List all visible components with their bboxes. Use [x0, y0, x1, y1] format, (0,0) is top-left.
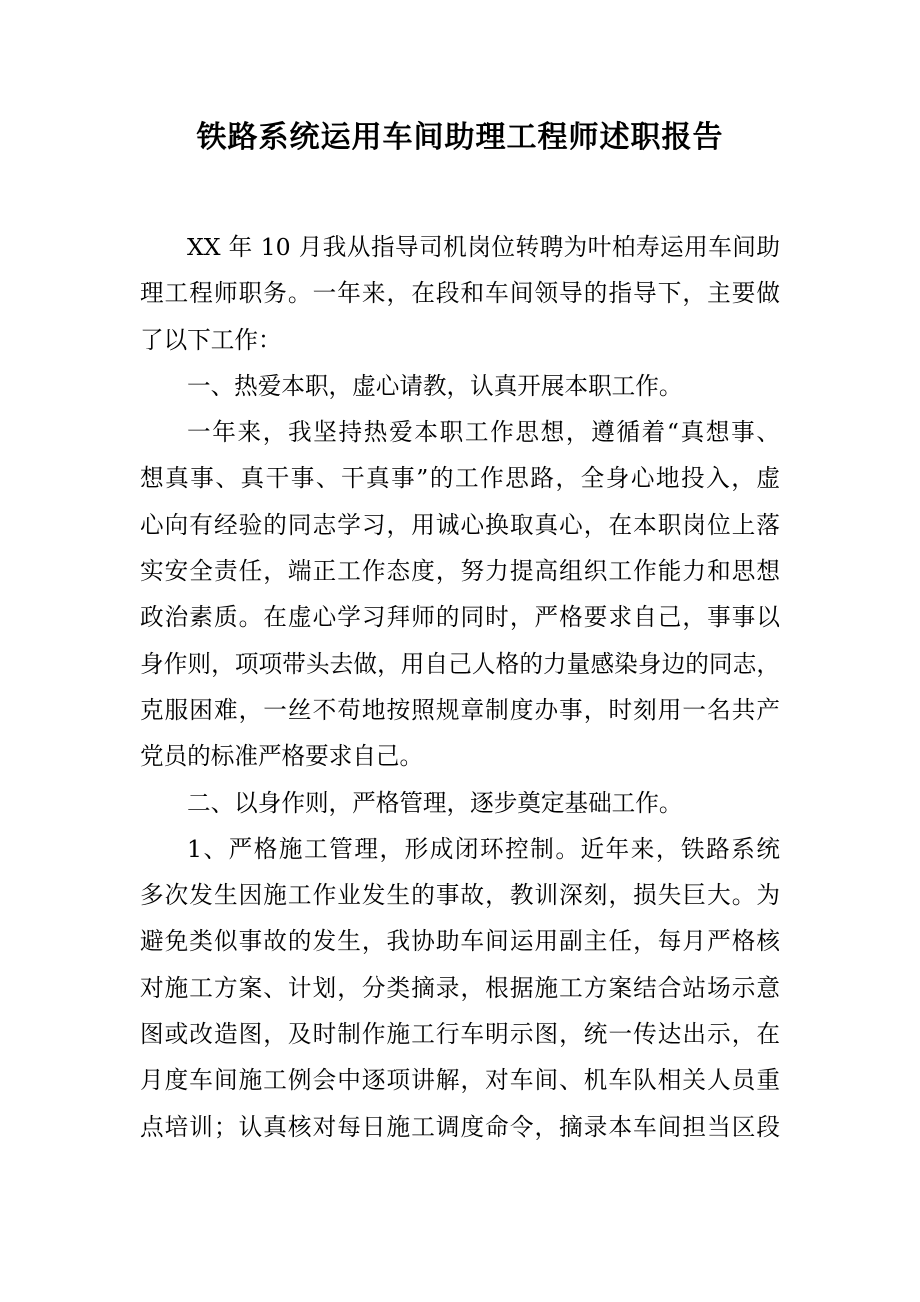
- body-line: 实安全责任，端正工作态度，努力提高组织工作能力和思想: [140, 557, 780, 586]
- body-line: 一、热爱本职，虚心请教，认真开展本职工作。: [187, 371, 683, 400]
- body-line: 理工程师职务。一年来，在段和车间领导的指导下，主要做: [140, 279, 780, 308]
- body-line: 身作则，项项带头去做，用自己人格的力量感染身边的同志，: [140, 649, 780, 678]
- body-line: 想真事、真干事、干真事”的工作思路，全身心地投入，虚: [140, 464, 780, 493]
- document-title: 铁路系统运用车间助理工程师述职报告: [196, 120, 724, 155]
- body-line: XX 年 10 月我从指导司机岗位转聘为叶柏寿运用车间助: [187, 233, 780, 261]
- document-body: [140, 224, 780, 1150]
- body-line: 心向有经验的同志学习，用诚心换取真心，在本职岗位上落: [140, 510, 780, 539]
- body-line: 二、以身作则，严格管理，逐步奠定基础工作。: [187, 788, 683, 817]
- body-line: 对施工方案、计划，分类摘录，根据施工方案结合站场示意: [140, 973, 780, 1002]
- body-line: 点培训；认真核对每日施工调度命令，摘录本车间担当区段: [140, 1112, 780, 1141]
- body-line: 政治素质。在虚心学习拜师的同时，严格要求自己，事事以: [140, 603, 780, 632]
- body-line: 党员的标准严格要求自己。: [140, 742, 424, 771]
- body-line: 一年来，我坚持热爱本职工作思想，遵循着“真想事、: [187, 418, 780, 447]
- body-line: 克服困难，一丝不苟地按照规章制度办事，时刻用一名共产: [140, 695, 780, 724]
- body-line: 图或改造图，及时制作施工行车明示图，统一传达出示，在: [140, 1020, 780, 1049]
- body-line: 多次发生因施工作业发生的事故，教训深刻，损失巨大。为: [140, 881, 780, 910]
- body-line: 月度车间施工例会中逐项讲解，对车间、机车队相关人员重: [140, 1066, 780, 1095]
- body-line: 了以下工作：: [140, 325, 282, 354]
- body-line: 避免类似事故的发生，我协助车间运用副主任，每月严格核: [140, 927, 780, 956]
- body-line: 1、严格施工管理，形成闭环控制。近年来，铁路系统: [187, 834, 780, 863]
